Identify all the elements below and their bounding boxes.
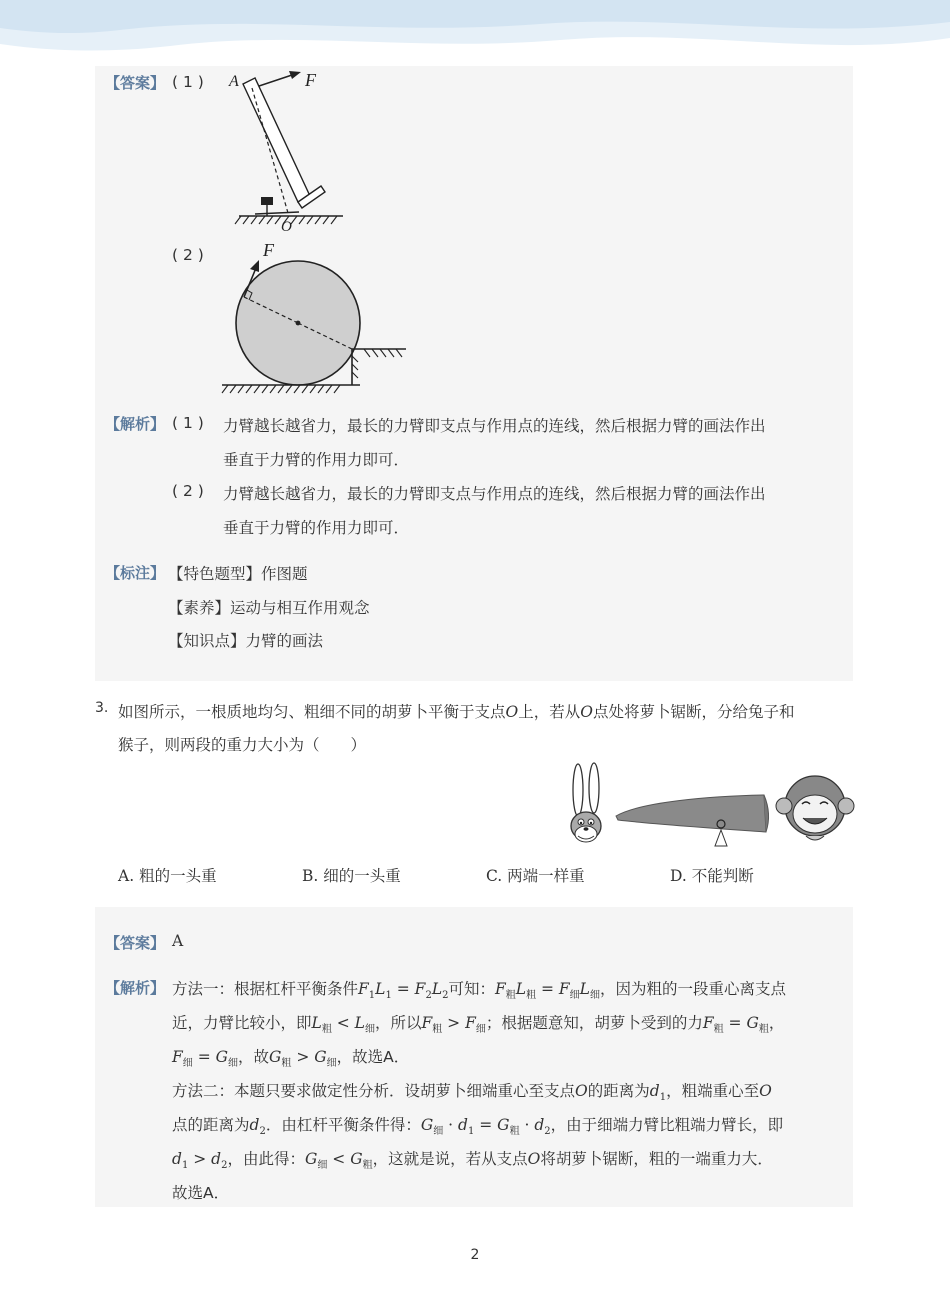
q2-note-tag: 【标注】 <box>105 564 166 582</box>
q2-analysis-text2-cont: 垂直于力臂的作用力即可． <box>223 519 410 537</box>
q2-answer-box <box>95 66 853 681</box>
label-a: A <box>229 73 239 90</box>
q2-answer-part2: ( 2 ) <box>172 246 204 264</box>
q2-note-type: 【特色题型】作图题 <box>168 565 308 583</box>
q2-note-literacy: 【素养】运动与相互作用观念 <box>168 599 370 617</box>
q2-analysis-part1: ( 1 ) <box>172 414 204 432</box>
q3-method1-line2: 近，力臂比较小，即$L_粗 < L_细$，所以$F_粗 > F_细$；根据题意知，胡萝卜受到的力$F_粗 = G_粗$， <box>172 1014 785 1036</box>
label-f: F <box>305 70 316 90</box>
page-number: 2 <box>470 1247 480 1263</box>
q3-question-line1: 如图所示，一根质地均匀、粗细不同的胡萝卜平衡于支点O上，若从O点处将萝卜锯断，分给兔子和 <box>118 703 795 721</box>
q3-method2-line4: 故选A． <box>172 1184 230 1202</box>
q2-analysis-text1-cont: 垂直于力臂的作用力即可． <box>223 451 410 469</box>
ball-step-diagram <box>220 236 410 398</box>
lever-diagram <box>225 68 355 234</box>
q2-analysis-text2: 力臂越长越省力，最长的力臂即支点与作用点的连线，然后根据力臂的画法作出 <box>223 485 766 503</box>
q3-method1-line1: 方法一：根据杠杆平衡条件$F_1L_1 = F_2L_2$可知：$F_粗L_粗 = F_细L_细$，因为粗的一段重心离支点 <box>172 980 786 1002</box>
q3-method2-line2: 点的距离为$d_2$．由杠杆平衡条件得：$G_细 \cdot d_1 = G_粗 \cdot d_2$，由于细端力臂比粗端力臂长，即 <box>172 1116 784 1138</box>
q3-option-c[interactable]: C. 两端一样重 <box>486 867 585 885</box>
rabbit-icon <box>571 763 601 842</box>
q3-option-d[interactable]: D. 不能判断 <box>670 867 754 885</box>
q3-analysis-tag: 【解析】 <box>105 979 166 997</box>
q2-analysis-part2: ( 2 ) <box>172 482 204 500</box>
q3-answer-value: A <box>172 932 184 950</box>
q3-option-a[interactable]: A. 粗的一头重 <box>118 867 217 885</box>
header-wave-decoration <box>0 0 950 70</box>
monkey-icon <box>776 776 854 840</box>
q3-number: 3. <box>95 700 109 716</box>
q2-analysis-tag: 【解析】 <box>105 415 166 433</box>
q2-note-knowledge: 【知识点】力臂的画法 <box>168 632 324 650</box>
q2-answer-part1: ( 1 ) <box>172 73 204 91</box>
q3-method2-line1: 方法二：本题只要求做定性分析．设胡萝卜细端重心至支点O的距离为$d_1$，粗端重心至O <box>172 1082 772 1104</box>
label-o: O <box>281 219 292 235</box>
q2-answer-tag: 【答案】 <box>105 74 166 92</box>
q3-method1-line3: $F_细 = G_细$，故$G_粗 > G_细$，故选A． <box>172 1048 410 1070</box>
q3-question-line2: 猴子，则两段的重力大小为（ ） <box>118 736 367 754</box>
q2-analysis-text1: 力臂越长越省力，最长的力臂即支点与作用点的连线，然后根据力臂的画法作出 <box>223 417 766 435</box>
label-f2: F <box>263 240 274 260</box>
q3-option-b[interactable]: B. 细的一头重 <box>302 867 401 885</box>
q3-answer-tag: 【答案】 <box>105 934 166 952</box>
q3-method2-line3: $d_1 > d_2$，由此得：$G_细 < G_粗$，这就是说，若从支点O将胡萝卜锯断，粗的一端重力大． <box>172 1150 773 1172</box>
carrot-balance-figure <box>560 760 860 854</box>
